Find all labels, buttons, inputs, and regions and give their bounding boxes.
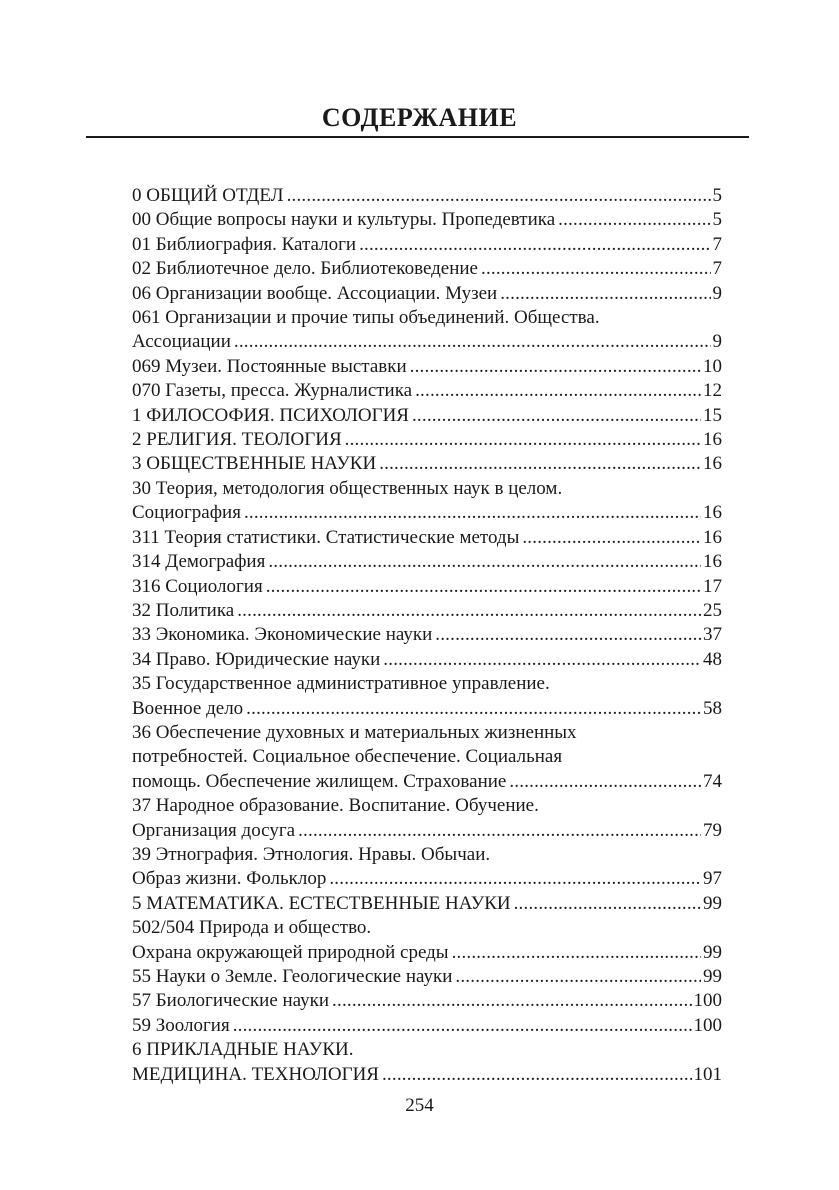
toc-entry-line xyxy=(132,379,722,403)
toc-entry-text: Организация досуга xyxy=(132,819,296,841)
toc-entry-line xyxy=(132,550,722,574)
toc-dot-leader xyxy=(332,989,691,1013)
toc-entry xyxy=(132,648,722,672)
toc-dot-leader xyxy=(268,550,701,574)
toc-entry-line xyxy=(132,452,722,476)
title-divider xyxy=(86,136,749,138)
toc-entry-line xyxy=(132,867,722,891)
toc-entry-text: 1 ФИЛОСОФИЯ. ПСИХОЛОГИЯ xyxy=(132,404,409,426)
toc-entry-line xyxy=(132,257,722,281)
toc-entry-page: 79 xyxy=(703,819,722,841)
toc-entry-text: Ассоциации xyxy=(132,331,231,353)
toc-dot-leader xyxy=(329,867,701,891)
toc-entry xyxy=(132,355,722,379)
toc-entry-text: Социография xyxy=(132,502,241,524)
page-number: 254 xyxy=(405,1095,434,1116)
toc-entry-line xyxy=(132,1014,722,1038)
toc-dot-leader xyxy=(481,257,711,281)
toc-entry xyxy=(132,721,722,794)
toc-entry-text: 314 Демография xyxy=(132,551,266,573)
toc-entry-text: 59 Зоология xyxy=(132,1014,230,1036)
toc-dot-leader xyxy=(379,452,701,476)
toc-entry-page: 100 xyxy=(693,990,722,1012)
toc-entry-page: 16 xyxy=(703,429,722,451)
toc-entry-line xyxy=(132,428,722,452)
toc-entry-line xyxy=(132,282,722,306)
toc-entry-text: 55 Науки о Земле. Геологические науки xyxy=(132,966,453,987)
toc-dot-leader xyxy=(410,355,701,379)
toc-entry-page: 99 xyxy=(703,966,722,987)
toc-entry-page: 15 xyxy=(703,404,722,426)
toc-entry-text: Военное дело xyxy=(132,697,244,719)
toc-entry-text: 00 Общие вопросы науки и культуры. Пропедевтика xyxy=(132,209,556,231)
toc-entry-page: 9 xyxy=(712,282,722,304)
toc-entry-page: 97 xyxy=(703,868,722,890)
toc-entry xyxy=(132,1038,722,1087)
toc-entry-text: МЕДИЦИНА. ТЕХНОЛОГИЯ xyxy=(132,1063,379,1085)
toc-dot-leader xyxy=(287,184,711,208)
toc-dot-leader xyxy=(382,1063,692,1087)
page-title: СОДЕРЖАНИЕ xyxy=(321,103,518,132)
toc-entry-page: 101 xyxy=(693,1063,722,1085)
toc-dot-leader xyxy=(558,208,710,232)
toc-entry xyxy=(132,208,722,232)
toc-entry xyxy=(132,233,722,257)
toc-dot-leader xyxy=(244,501,701,525)
toc-dot-leader xyxy=(509,770,701,794)
toc-entry-line xyxy=(132,941,722,965)
toc-entry-line xyxy=(132,599,722,623)
toc-entry-line xyxy=(132,770,722,794)
toc-entry-text: 2 РЕЛИГИЯ. ТЕОЛОГИЯ xyxy=(132,429,342,451)
toc-entry xyxy=(132,575,722,599)
toc-entry xyxy=(132,306,722,355)
toc-entry-text: 30 Теория, методология общественных наук в целом. xyxy=(132,477,563,499)
toc-entry-text: 069 Музеи. Постоянные выставки xyxy=(132,355,407,377)
toc-dot-leader xyxy=(266,575,701,599)
toc-entry xyxy=(132,965,722,989)
toc-entry-text: Охрана окружающей природной среды xyxy=(132,941,449,963)
toc-dot-leader xyxy=(246,697,701,721)
toc-entry-page: 99 xyxy=(703,941,722,963)
toc-entry-line xyxy=(132,697,722,721)
toc-entry xyxy=(132,892,722,916)
toc-entry-line xyxy=(132,892,722,916)
toc-entry-text: помощь. Обеспечение жилищем. Страхование xyxy=(132,770,507,792)
toc-entry-line xyxy=(132,208,722,232)
toc-entry-line xyxy=(132,233,722,257)
toc-entry xyxy=(132,550,722,574)
toc-entry-text: 33 Экономика. Экономические науки xyxy=(132,624,433,646)
toc-dot-leader xyxy=(452,941,701,965)
toc-entry-page: 17 xyxy=(703,575,722,597)
toc-entry-line xyxy=(132,989,722,1013)
toc-entry-page: 48 xyxy=(703,648,722,670)
toc-entry-text: 6 ПРИКЛАДНЫЕ НАУКИ. xyxy=(132,1039,354,1061)
toc-entry-page: 74 xyxy=(703,770,722,792)
toc-dot-leader xyxy=(514,892,701,916)
toc-entry-page: 25 xyxy=(703,599,722,621)
toc-entry-page: 10 xyxy=(703,355,722,377)
toc-entry-page: 16 xyxy=(703,453,722,475)
toc-dot-leader xyxy=(455,965,701,989)
toc-dot-leader xyxy=(412,404,701,428)
toc-entry-text: 502/504 Природа и общество. xyxy=(132,917,372,939)
toc-entry-line xyxy=(132,1063,722,1087)
toc-dot-leader xyxy=(233,1014,692,1038)
toc-entry-text: 061 Организации и прочие типы объединений. Общества. xyxy=(132,307,600,329)
toc-entry-text: 39 Этнография. Этнология. Нравы. Обычаи. xyxy=(132,843,491,865)
toc-entry xyxy=(132,452,722,476)
toc-entry-page: 99 xyxy=(703,892,722,914)
toc-entry-page: 9 xyxy=(712,331,722,353)
toc-entry-line xyxy=(132,965,722,989)
toc-entry-line xyxy=(132,623,722,647)
toc-entry-line xyxy=(132,404,722,428)
toc-entry-text: 36 Обеспечение духовных и материальных жизненных xyxy=(132,721,577,743)
toc-entry-page: 5 xyxy=(712,209,722,231)
toc-entry xyxy=(132,257,722,281)
toc-entry-page: 37 xyxy=(703,624,722,646)
table-of-contents xyxy=(132,184,722,1087)
toc-entry xyxy=(132,477,722,526)
toc-entry xyxy=(132,916,722,965)
toc-dot-leader xyxy=(383,648,701,672)
toc-entry-page: 16 xyxy=(703,502,722,524)
toc-entry-line xyxy=(132,819,722,843)
toc-entry-line xyxy=(132,330,722,354)
toc-entry xyxy=(132,526,722,550)
toc-entry-line xyxy=(132,575,722,599)
toc-entry-text: 35 Государственное административное управление. xyxy=(132,673,550,695)
toc-entry xyxy=(132,672,722,721)
toc-entry-text: 37 Народное образование. Воспитание. Обучение. xyxy=(132,795,539,817)
toc-dot-leader xyxy=(234,330,711,354)
toc-dot-leader xyxy=(298,819,701,843)
toc-entry-text: 316 Социология xyxy=(132,575,263,597)
toc-entry-text: потребностей. Социальное обеспечение. Социальная xyxy=(132,746,563,768)
toc-entry-text: 02 Библиотечное дело. Библиотековедение xyxy=(132,258,478,280)
toc-entry xyxy=(132,794,722,843)
toc-entry-page: 16 xyxy=(703,526,722,548)
toc-entry xyxy=(132,1014,722,1038)
toc-entry-text: 3 ОБЩЕСТВЕННЫЕ НАУКИ xyxy=(132,453,377,475)
toc-entry-line xyxy=(132,526,722,550)
toc-entry xyxy=(132,184,722,208)
toc-dot-leader xyxy=(359,233,710,257)
toc-entry-page: 58 xyxy=(703,697,722,719)
toc-entry-line xyxy=(132,355,722,379)
toc-entry-page: 12 xyxy=(703,380,722,402)
toc-entry-text: 070 Газеты, пресса. Журналистика xyxy=(132,380,413,402)
toc-entry-line xyxy=(132,648,722,672)
toc-entry-page: 16 xyxy=(703,551,722,573)
toc-dot-leader xyxy=(522,526,701,550)
toc-entry-page: 7 xyxy=(712,258,722,280)
toc-entry xyxy=(132,282,722,306)
toc-dot-leader xyxy=(237,599,701,623)
toc-entry-text: 01 Библиография. Каталоги xyxy=(132,233,357,255)
toc-entry xyxy=(132,623,722,647)
toc-entry xyxy=(132,428,722,452)
toc-entry-text: 57 Биологические науки xyxy=(132,990,330,1012)
toc-entry xyxy=(132,379,722,403)
toc-entry-text: 311 Теория статистики. Статистические методы xyxy=(132,526,520,548)
toc-entry xyxy=(132,843,722,892)
toc-entry-line xyxy=(132,501,722,525)
toc-entry-text: 34 Право. Юридические науки xyxy=(132,648,381,670)
toc-entry xyxy=(132,599,722,623)
toc-entry-text: Образ жизни. Фольклор xyxy=(132,868,327,890)
toc-entry-text: 0 ОБЩИЙ ОТДЕЛ xyxy=(132,185,284,206)
toc-entry-line xyxy=(132,184,722,208)
toc-dot-leader xyxy=(415,379,701,403)
toc-entry-text: 06 Организации вообще. Ассоциации. Музеи xyxy=(132,282,498,304)
toc-entry xyxy=(132,989,722,1013)
toc-dot-leader xyxy=(435,623,701,647)
toc-entry-text: 32 Политика xyxy=(132,599,235,621)
toc-dot-leader xyxy=(500,282,710,306)
toc-entry xyxy=(132,404,722,428)
toc-entry-page: 5 xyxy=(712,185,722,206)
toc-entry-page: 7 xyxy=(712,233,722,255)
toc-dot-leader xyxy=(345,428,701,452)
toc-entry-page: 100 xyxy=(693,1014,722,1036)
toc-entry-text: 5 МАТЕМАТИКА. ЕСТЕСТВЕННЫЕ НАУКИ xyxy=(132,892,511,914)
